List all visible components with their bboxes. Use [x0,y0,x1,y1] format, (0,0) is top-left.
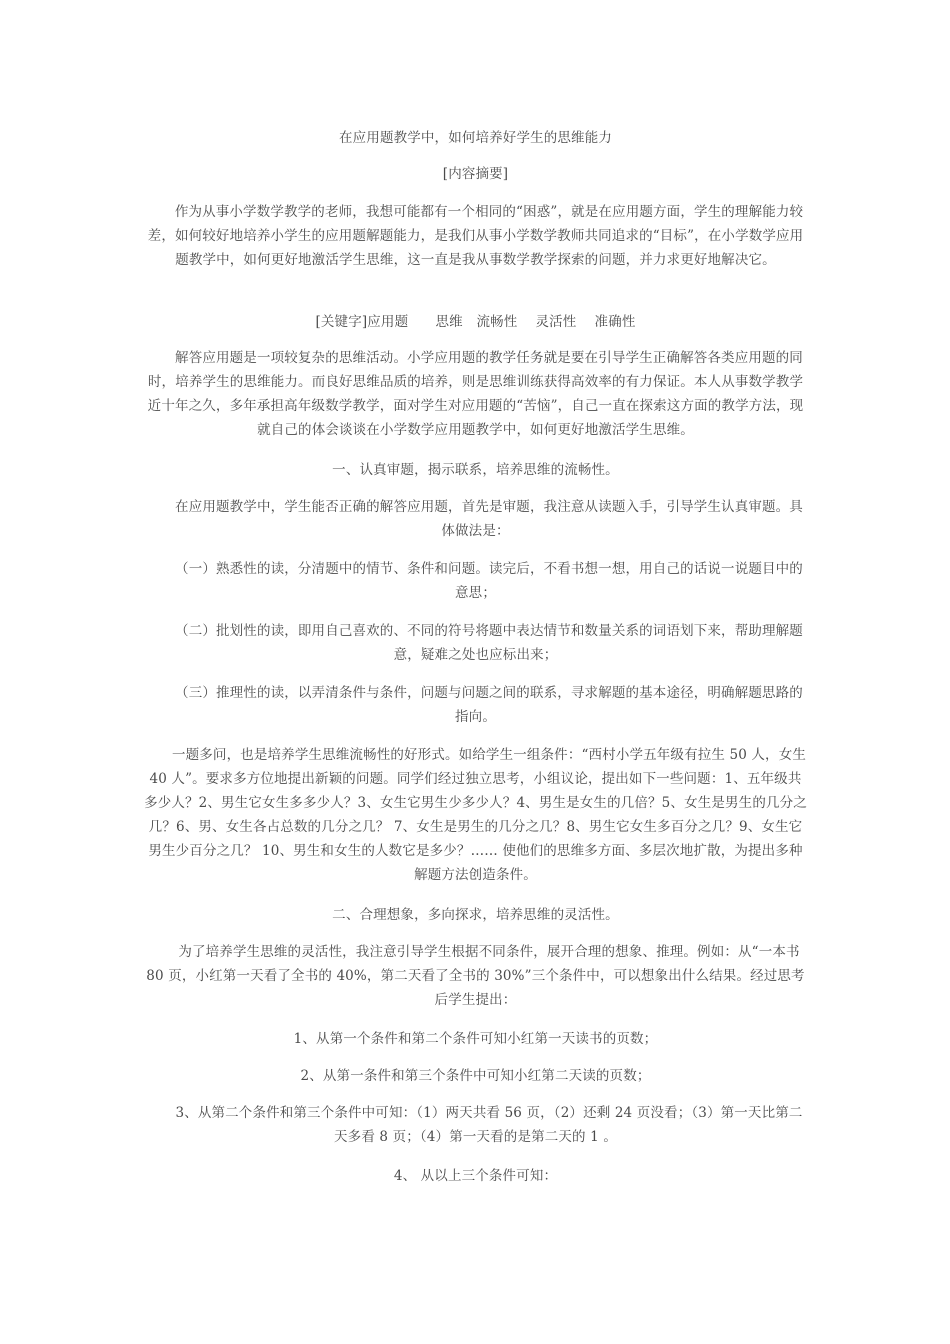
section2-paragraph: 为了培养学生思维的灵活性，我注意引导学生根据不同条件，展开合理的想象、推理。例如：从“一本书 80 页，小红第一天看了全书的 40%，第二天看了全书的 30%”三个条件中，可以想象出什么结果。经过思考后学生提出： [146,944,805,1008]
section1-list-item: （二）批划性的读，即用自己喜欢的、不同的符号将题中表达情节和数量关系的词语划下来，帮助理解题意，疑难之处也应标出来； [175,623,803,663]
keywords-line: [关键字]应用题 思维 流畅性 灵活性 准确性 [315,314,636,330]
section1-heading: 一、认真审题，揭示联系，培养思维的流畅性。 [332,462,619,478]
section2-list-item: 3、从第二个条件和第三个条件中可知：（1）两天共看 56 页，（2）还剩 24 页没看；（3）第一天比第二天多看 8 页；（4）第一天看的是第二天的 1 。 [175,1105,803,1145]
section1-list-item: （一）熟悉性的读，分清题中的情节、条件和问题。读完后，不看书想一想，用自己的话说一说题目中的意思； [175,561,803,601]
section2-list-item: 2、从第一条件和第三个条件中可知小红第二天读的页数； [300,1068,651,1084]
section2-list-item: 4、 从以上三个条件可知： [393,1168,558,1184]
section1-list-item: （三）推理性的读，以弄清条件与条件，问题与问题之间的联系，寻求解题的基本途径，明确解题思路的指向。 [175,685,803,725]
abstract-paragraph: 作为从事小学数学教学的老师，我想可能都有一个相同的“困惑”，就是在应用题方面，学生的理解能力较差，如何较好地培养小学生的应用题解题能力，是我们从事小学数学教师共同追求的“目标”，在小学数学应用题教学中，如何更好地激活学生思维，这一直是我从事数学教学探索的问题，并力求更好地解决它。 [147,204,804,268]
section2-heading: 二、合理想象，多向探求，培养思维的灵活性。 [332,907,619,923]
section2-list-item: 1、从第一个条件和第二个条件可知小红第一天读书的页数； [293,1031,658,1047]
abstract-heading: [内容摘要] [442,166,509,182]
section1-paragraph: 一题多问，也是培养学生思维流畅性的好形式。如给学生一组条件：“西村小学五年级有拉生 50 人，女生 40 人”。要求多方位地提出新颖的问题。同学们经过独立思考，小组议论，提出如下一些问题：1、五年级共多少人？2、男生它女生多多少人？3、女生它男生少多少人？4、男生是女生的几倍？5、女生是男生的几分之几？6、男、女生各占总数的几分之几？ 7、女生是男生的几分之几？8、男生它女生多百分之几？9、女生它男生少百分之几？ 10、男生和女生的人数它是多少？…… 使他们的思维多方面、多层次地扩散，为提出多种解题方法创造条件。 [144,747,807,883]
intro-paragraph: 解答应用题是一项较复杂的思维活动。小学应用题的教学任务就是要在引导学生正确解答各类应用题的同时，培养学生的思维能力。而良好思维品质的培养，则是思维训练获得高效率的有力保证。本人从事数学教学近十年之久，多年承担高年级数学教学，面对学生对应用题的“苦恼”，自己一直在探索这方面的教学方法，现就自己的体会谈谈在小学数学应用题教学中，如何更好地激活学生思维。 [147,350,804,438]
document-title: 在应用题教学中，如何培养好学生的思维能力 [339,130,612,146]
section1-paragraph: 在应用题教学中，学生能否正确的解答应用题，首先是审题，我注意从读题入手，引导学生认真审题。具体做法是： [175,499,803,539]
